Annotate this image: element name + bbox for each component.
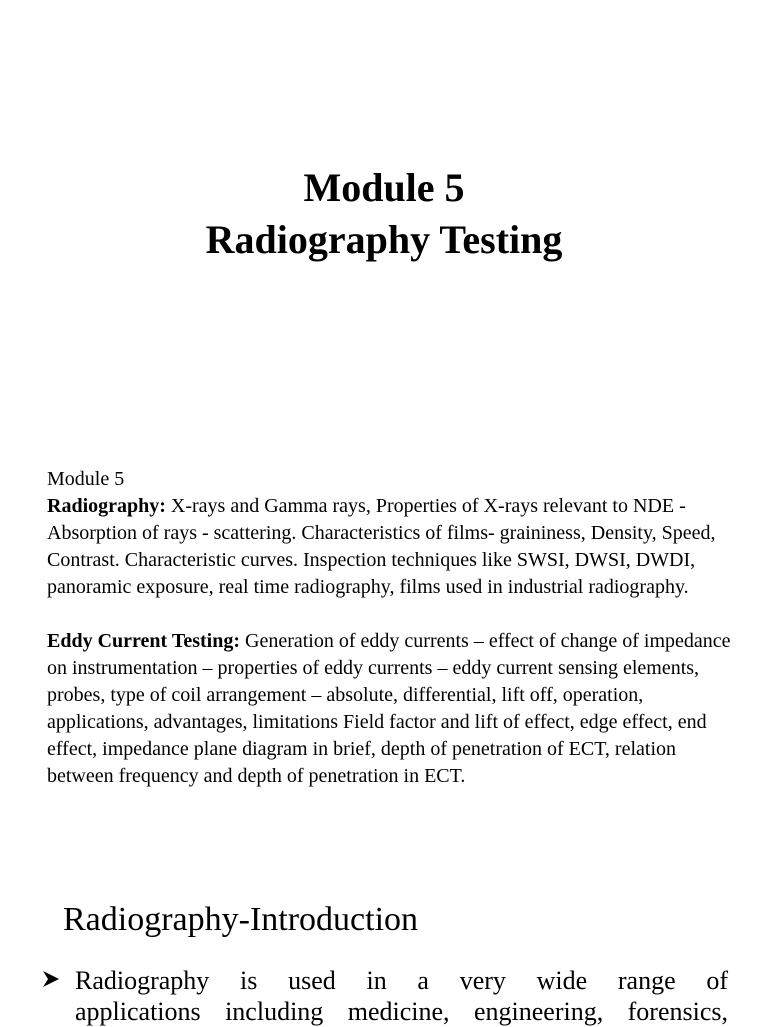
bullet-item xyxy=(40,965,728,1027)
bullet-text xyxy=(75,965,728,1027)
eddy-current-heading: Eddy Current Testing: xyxy=(47,630,241,652)
module-label: Module 5 xyxy=(47,468,125,490)
title-line-module: Module 5 xyxy=(303,165,465,210)
section-heading: Radiography-Introduction xyxy=(63,901,419,938)
paragraph-spacer xyxy=(47,601,737,628)
arrow-bullet-icon xyxy=(40,968,62,990)
syllabus-block xyxy=(47,466,737,790)
radiography-paragraph xyxy=(47,493,737,601)
bullet-line-1: Radiography is used in a very wide range of xyxy=(75,966,728,995)
radiography-text: X-rays and Gamma rays, Properties of X-rays relevant to NDE - Absorption of rays - scattering. Characteristics of films- graininess, Density, Speed, Contrast. Characteristic curves. Inspection techniques like SWSI, DWSI, DWDI, panoramic exposure, real time radiography, films used in industrial radiography. xyxy=(47,495,716,598)
eddy-current-text: Generation of eddy currents – effect of change of impedance on instrumentation – properties of eddy currents – eddy current sensing elements, probes, type of coil arrangement – absolute, differential, lift off, operation, applications, advantages, limitations Field factor and lift of effect, edge effect, end effect, impedance plane diagram in brief, depth of penetration of ECT, relation between frequency and depth of penetration in ECT. xyxy=(47,630,731,787)
title-line-topic: Radiography Testing xyxy=(205,217,563,262)
document-title xyxy=(0,162,768,266)
radiography-heading: Radiography: xyxy=(47,495,166,517)
eddy-current-paragraph xyxy=(47,628,737,790)
bullet-line-2: applications including medicine, engineering, forensics, xyxy=(75,997,728,1026)
